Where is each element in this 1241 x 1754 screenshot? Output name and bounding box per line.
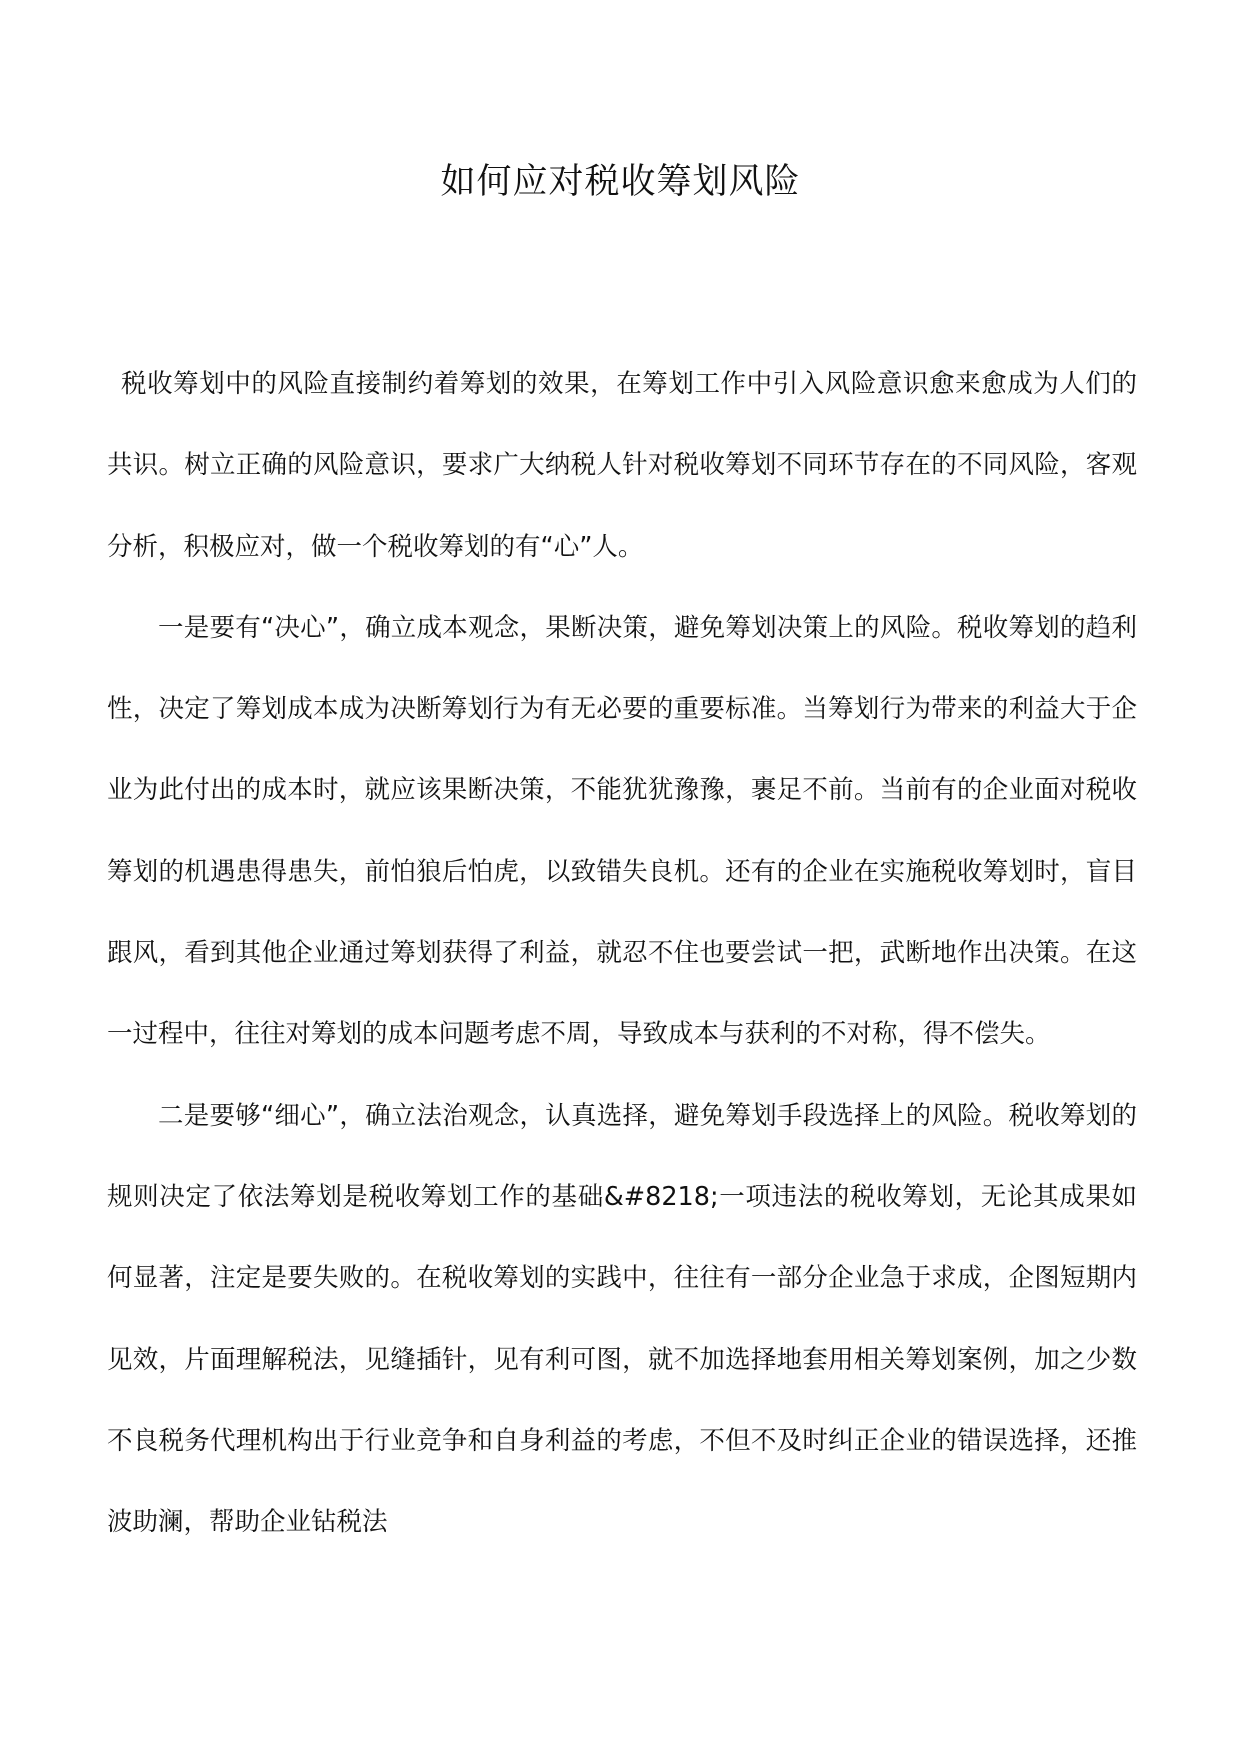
paragraph-determination: 一是要有“决心”，确立成本观念，果断决策，避免筹划决策上的风险。税收筹划的趋利性，决定了筹划成本成为决断筹划行为有无必要的重要标准。当筹划行为带来的利益大于企业为此付出的成本时，就应该果断决策，不能犹犹豫豫，裹足不前。当前有的企业面对税收筹划的机遇患得患失，前怕狼后怕虎，以致错失良机。还有的企业在实施税收筹划时，盲目跟风，看到其他企业通过筹划获得了利益，就忍不住也要尝试一把，武断地作出决策。在这一过程中，往往对筹划的成本问题考虑不周，导致成本与获利的不对称，得不偿失。 bbox=[107, 612, 1137, 1050]
document-body bbox=[107, 344, 1137, 1563]
paragraph-carefulness: 二是要够“细心”，确立法治观念，认真选择，避免筹划手段选择上的风险。税收筹划的规则决定了依法筹划是税收筹划工作的基础&#8218;一项违法的税收筹划，无论其成果如何显著，注定是要失败的。在税收筹划的实践中，往往有一部分企业急于求成，企图短期内见效，片面理解税法，见缝插针，见有利可图，就不加选择地套用相关筹划案例，加之少数不良税务代理机构出于行业竞争和自身利益的考虑，不但不及时纠正企业的错误选择，还推波助澜，帮助企业钻税法 bbox=[107, 1100, 1137, 1538]
paragraph-intro: 税收筹划中的风险直接制约着筹划的效果，在筹划工作中引入风险意识愈来愈成为人们的共识。树立正确的风险意识，要求广大纳税人针对税收筹划不同环节存在的不同风险，客观分析，积极应对，做一个税收筹划的有“心”人。 bbox=[107, 369, 1137, 562]
document-title: 如何应对税收筹划风险 bbox=[440, 162, 801, 202]
